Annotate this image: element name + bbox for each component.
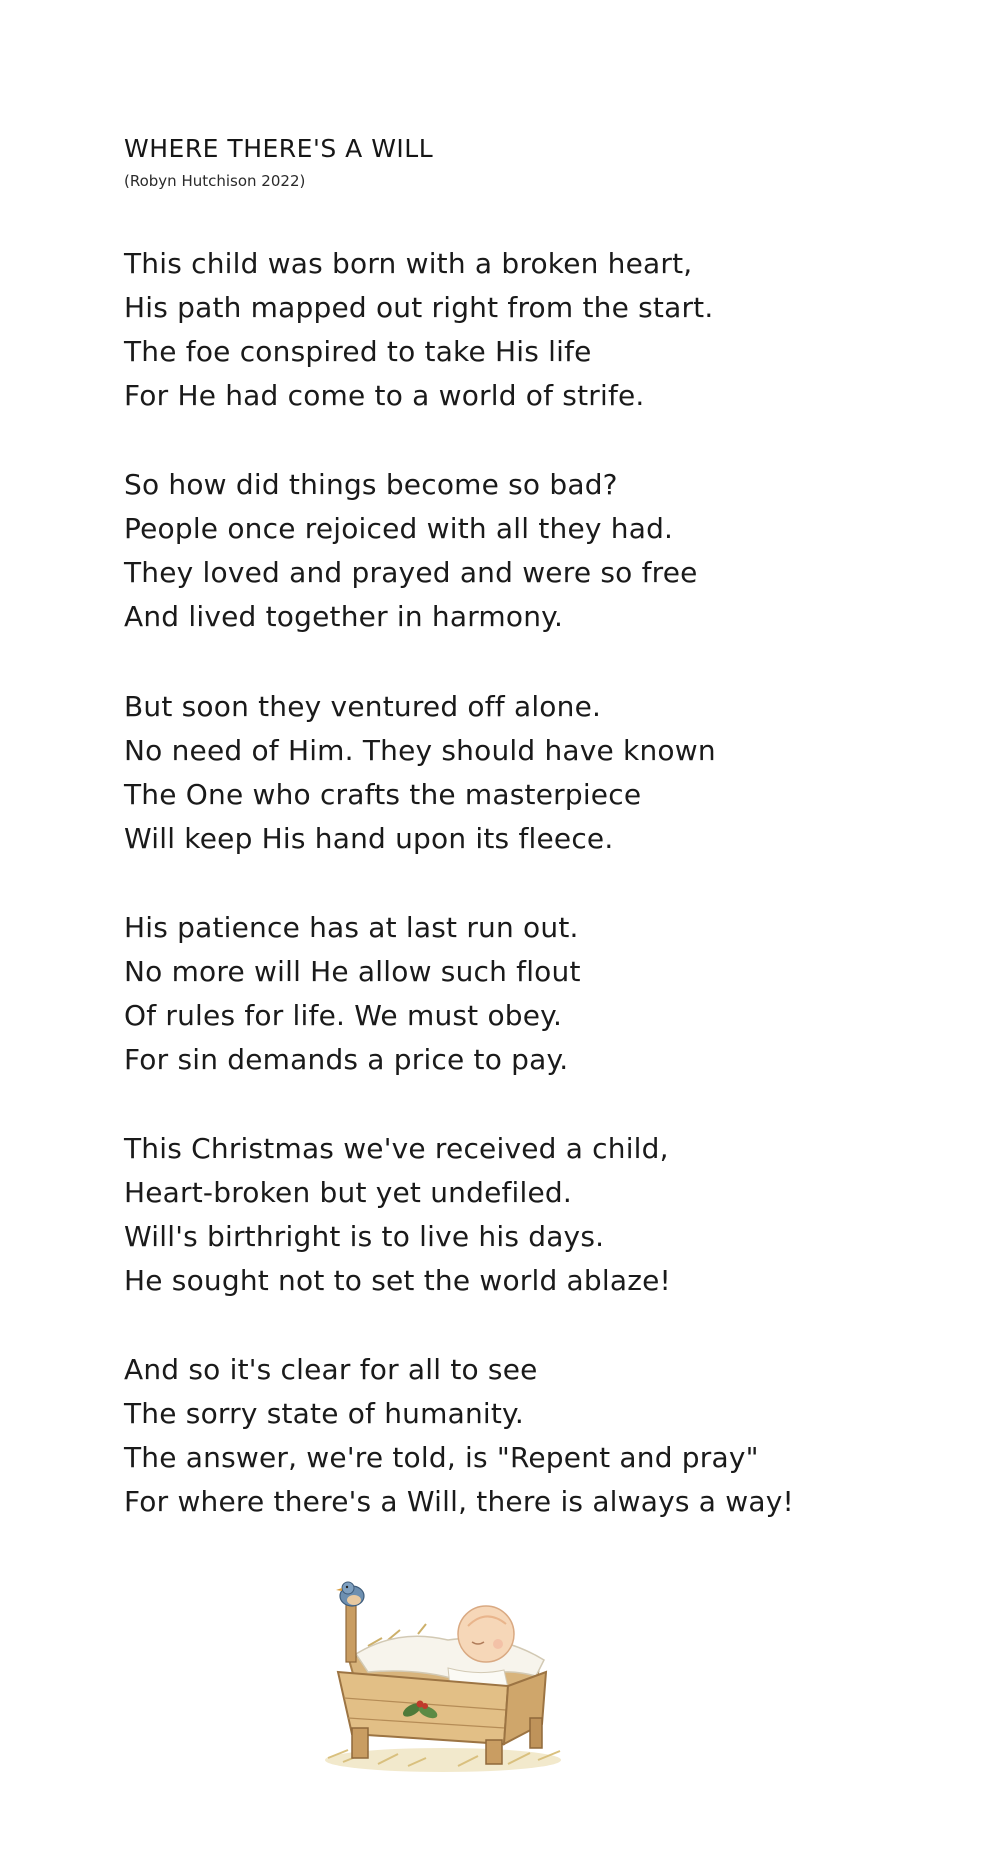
poem-line: For sin demands a price to pay.: [124, 1043, 569, 1076]
stanza-2: [124, 463, 698, 639]
baby-in-manger-illustration: [308, 1568, 578, 1778]
poem-line: The foe conspired to take His life: [124, 335, 592, 368]
poem-line: People once rejoiced with all they had.: [124, 512, 674, 545]
baby-icon: [458, 1606, 514, 1662]
poem-line: This child was born with a broken heart,: [124, 247, 693, 280]
poem-line: But soon they ventured off alone.: [124, 690, 602, 723]
poem-line: So how did things become so bad?: [124, 468, 618, 501]
poem-line: No need of Him. They should have known: [124, 734, 716, 767]
poem-line: He sought not to set the world ablaze!: [124, 1264, 671, 1297]
poem-title: WHERE THERE'S A WILL: [124, 134, 434, 163]
poem-line: Heart-broken but yet undefiled.: [124, 1176, 573, 1209]
stanza-4: [124, 906, 581, 1082]
poem-line: They loved and prayed and were so free: [124, 556, 698, 589]
poem-line: For He had come to a world of strife.: [124, 379, 645, 412]
poem-line: Of rules for life. We must obey.: [124, 999, 563, 1032]
poem-line: His path mapped out right from the start.: [124, 291, 714, 324]
poem-line: His patience has at last run out.: [124, 911, 579, 944]
stanza-5: [124, 1127, 671, 1303]
poem-line: Will keep His hand upon its fleece.: [124, 822, 614, 855]
poem-byline: (Robyn Hutchison 2022): [124, 172, 306, 190]
poem-line: This Christmas we've received a child,: [124, 1132, 669, 1165]
poem-line: The One who crafts the masterpiece: [124, 778, 642, 811]
poem-line: And lived together in harmony.: [124, 600, 564, 633]
poem-line: The sorry state of humanity.: [124, 1397, 524, 1430]
poem-line: The answer, we're told, is "Repent and pray": [124, 1441, 759, 1474]
poem-line: No more will He allow such flout: [124, 955, 581, 988]
poem-line: For where there's a Will, there is always a way!: [124, 1485, 794, 1518]
stanza-1: [124, 242, 713, 418]
manger-icon: [338, 1636, 546, 1764]
bird-icon: [336, 1582, 364, 1662]
stanza-3: [124, 685, 716, 861]
poem-line: And so it's clear for all to see: [124, 1353, 538, 1386]
poem-line: Will's birthright is to live his days.: [124, 1220, 605, 1253]
stanza-6: [124, 1348, 794, 1524]
